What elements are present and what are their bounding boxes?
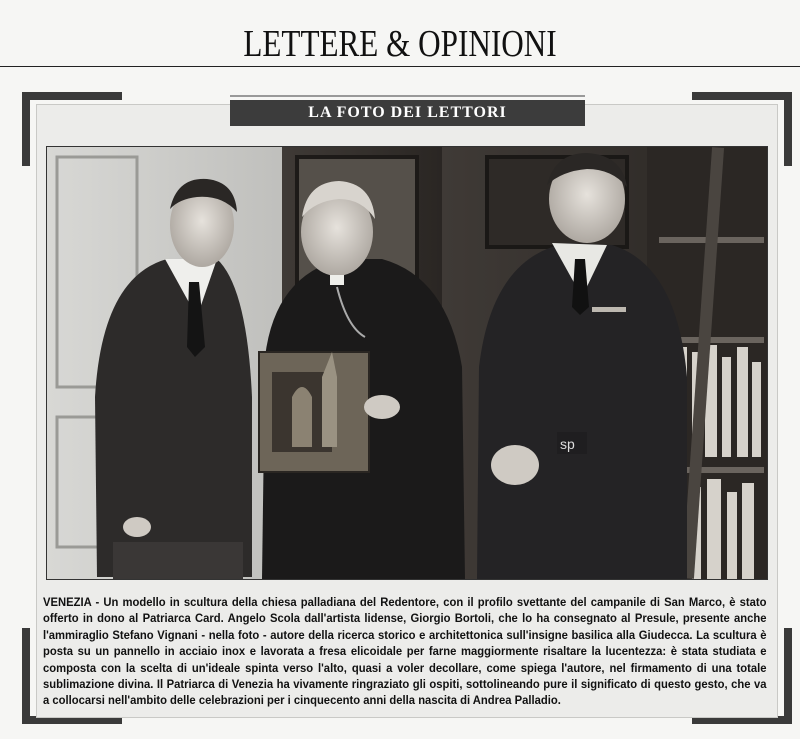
section-banner-rule [230,95,585,97]
header-divider [0,66,800,67]
svg-text:sp: sp [560,436,575,452]
photo-caption [43,594,767,714]
section-banner: LA FOTO DEI LETTORI [230,100,585,126]
caption-place: VENEZIA [43,595,92,609]
page-header-title: LETTERE & OPINIONI [243,23,557,65]
reader-photo [46,146,768,580]
caption-text: - Un modello in scultura della chiesa palladiana del Redentore, con il profilo svettante del campanile di San Marco, è stato offerto in dono al Patriarca Card. Angelo Scola dall'artista lidense, Giorgio Bortoli, che lo ha consegnato al Presule, presente anche l'ammiraglio Stefano Vignani - nella foto - autore della ricerca storico e architettonica sull'insigne basilica alla Giudecca. La scultura è posta su un pannello in acciaio inox e lavorata a fresa elicoidale per farne maggiormente risaltare la lucentezza: è stata studiata e composta con la scelta di un'ideale spinta verso l'alto, quasi a voler decollare, come spiega l'autore, nel firmamento di una totale sublimazione divina. Il Patriarca di Venezia ha vivamente ringraziato gli ospiti, sottolineando pure il significato di questo gesto, che va a collocarsi nell'ambito delle celebrazioni per i cinquecento anni della nascita di Andrea Palladio. [43,595,767,708]
